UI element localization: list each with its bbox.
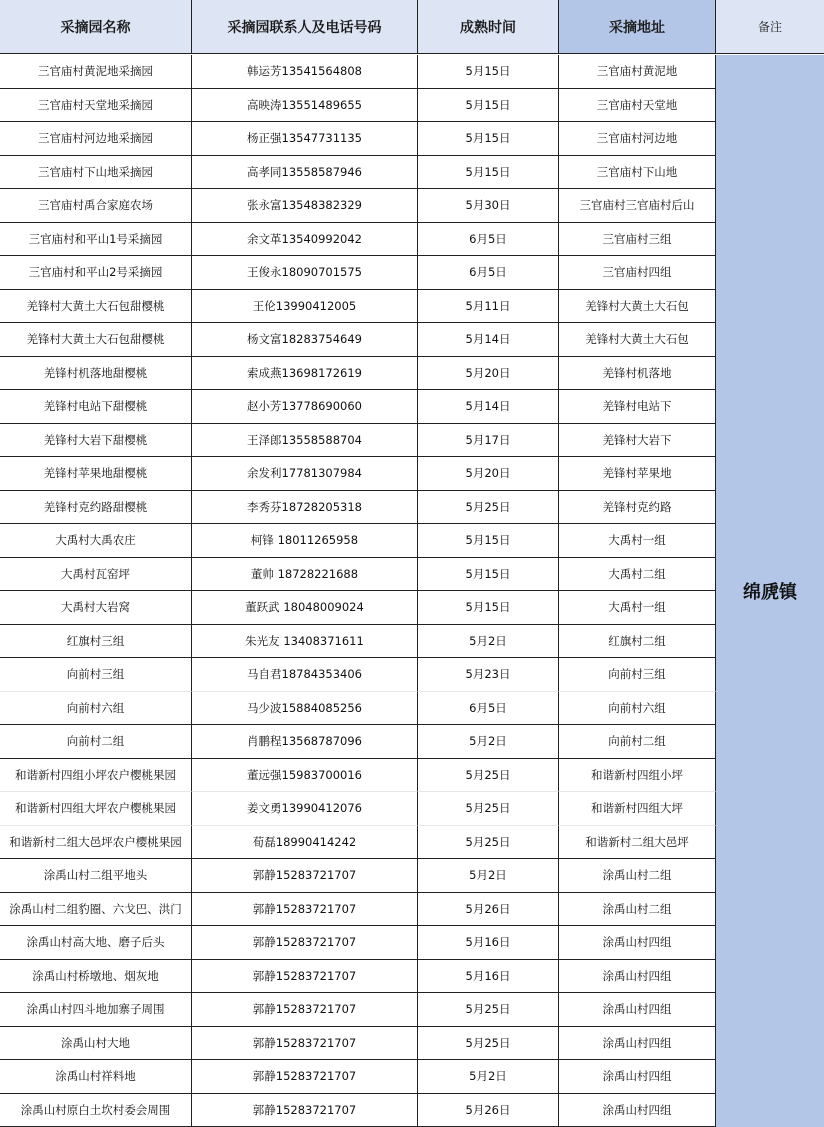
table-row (0, 524, 716, 558)
cell-ripe-time: 5月15日 (418, 55, 559, 89)
cell-contact: 董帅 18728221688 (192, 558, 418, 592)
cell-name: 涂禹山村大地 (0, 1027, 192, 1061)
cell-address: 大禹村一组 (559, 524, 716, 558)
cell-contact: 杨正强13547731135 (192, 122, 418, 156)
cell-contact: 王泽郎13558588704 (192, 424, 418, 458)
cell-contact: 杨文富18283754649 (192, 323, 418, 357)
cell-ripe-time: 5月15日 (418, 591, 559, 625)
cell-address: 涂禹山村二组 (559, 859, 716, 893)
cell-name: 涂禹山村二组豹圈、六戈巴、洪门 (0, 893, 192, 927)
cell-ripe-time: 5月30日 (418, 189, 559, 223)
cell-name: 涂禹山村祥料地 (0, 1060, 192, 1094)
cell-address: 向前村三组 (559, 658, 716, 692)
cell-name: 涂禹山村原白土坎村委会周围 (0, 1094, 192, 1127)
cell-contact: 赵小芳13778690060 (192, 390, 418, 424)
cell-contact: 柯锋 18011265958 (192, 524, 418, 558)
header-address: 采摘地址 (559, 0, 716, 54)
table-row (0, 625, 716, 659)
cell-ripe-time: 6月5日 (418, 223, 559, 257)
cell-address: 涂禹山村四组 (559, 926, 716, 960)
cell-contact: 朱光友 13408371611 (192, 625, 418, 659)
cell-name: 和谐新村四组大坪农户樱桃果园 (0, 792, 192, 826)
cell-name: 涂禹山村四斗地加寨子周围 (0, 993, 192, 1027)
cell-address: 红旗村二组 (559, 625, 716, 659)
table-row (0, 1060, 716, 1094)
cell-contact: 王俊永18090701575 (192, 256, 418, 290)
cell-contact: 马自君18784353406 (192, 658, 418, 692)
cell-ripe-time: 5月25日 (418, 491, 559, 525)
cell-name: 和谐新村四组小坪农户樱桃果园 (0, 759, 192, 793)
table-row (0, 55, 716, 89)
table-row (0, 759, 716, 793)
cell-address: 羌锋村苹果地 (559, 457, 716, 491)
table-row (0, 189, 716, 223)
cell-name: 羌锋村大岩下甜樱桃 (0, 424, 192, 458)
table-row (0, 893, 716, 927)
table-row (0, 792, 716, 826)
cell-ripe-time: 5月25日 (418, 826, 559, 860)
cell-ripe-time: 5月26日 (418, 1094, 559, 1127)
cell-name: 涂禹山村高大地、磨子后头 (0, 926, 192, 960)
header-contact: 采摘园联系人及电话号码 (192, 0, 418, 54)
cell-name: 三官庙村天堂地采摘园 (0, 89, 192, 123)
cell-ripe-time: 5月15日 (418, 558, 559, 592)
cell-ripe-time: 5月15日 (418, 122, 559, 156)
cell-name: 大禹村大岩窝 (0, 591, 192, 625)
header-note: 备注 (716, 0, 824, 54)
cell-contact: 郭静15283721707 (192, 893, 418, 927)
cell-address: 涂禹山村四组 (559, 1027, 716, 1061)
cell-name: 和谐新村二组大邑坪农户樱桃果园 (0, 826, 192, 860)
cell-ripe-time: 5月25日 (418, 792, 559, 826)
header-ripe-time: 成熟时间 (418, 0, 559, 54)
table-row (0, 591, 716, 625)
cell-contact: 董远强15983700016 (192, 759, 418, 793)
cell-ripe-time: 5月16日 (418, 926, 559, 960)
cell-address: 羌锋村机落地 (559, 357, 716, 391)
table-row (0, 558, 716, 592)
table-row (0, 491, 716, 525)
table-row (0, 156, 716, 190)
cell-ripe-time: 5月16日 (418, 960, 559, 994)
cell-ripe-time: 5月15日 (418, 89, 559, 123)
cell-contact: 郭静15283721707 (192, 1027, 418, 1061)
table-row (0, 993, 716, 1027)
remark-cell: 绵虒镇 (716, 55, 824, 1127)
cell-name: 三官庙村黄泥地采摘园 (0, 55, 192, 89)
table-row (0, 256, 716, 290)
cell-address: 涂禹山村四组 (559, 1060, 716, 1094)
cell-name: 三官庙村下山地采摘园 (0, 156, 192, 190)
header-name: 采摘园名称 (0, 0, 192, 54)
cell-address: 三官庙村三组 (559, 223, 716, 257)
cell-contact: 荀磊18990414242 (192, 826, 418, 860)
cell-contact: 郭静15283721707 (192, 1060, 418, 1094)
table-row (0, 122, 716, 156)
cell-ripe-time: 5月15日 (418, 156, 559, 190)
cell-address: 羌锋村电站下 (559, 390, 716, 424)
cell-address: 三官庙村三官庙村后山 (559, 189, 716, 223)
cell-name: 三官庙村禹合家庭农场 (0, 189, 192, 223)
cell-name: 红旗村三组 (0, 625, 192, 659)
cell-name: 羌锋村克约路甜樱桃 (0, 491, 192, 525)
cell-ripe-time: 5月2日 (418, 725, 559, 759)
cell-contact: 郭静15283721707 (192, 859, 418, 893)
cell-contact: 王伦13990412005 (192, 290, 418, 324)
cell-ripe-time: 5月14日 (418, 323, 559, 357)
cell-name: 大禹村瓦窑坪 (0, 558, 192, 592)
cell-address: 羌锋村大黄土大石包 (559, 323, 716, 357)
table-row (0, 457, 716, 491)
cell-ripe-time: 6月5日 (418, 692, 559, 726)
cell-ripe-time: 5月20日 (418, 357, 559, 391)
table-row (0, 89, 716, 123)
cell-name: 三官庙村和平山2号采摘园 (0, 256, 192, 290)
table-row (0, 960, 716, 994)
cell-address: 向前村六组 (559, 692, 716, 726)
cell-address: 三官庙村下山地 (559, 156, 716, 190)
cell-contact: 索成燕13698172619 (192, 357, 418, 391)
cell-ripe-time: 5月25日 (418, 993, 559, 1027)
table-row (0, 323, 716, 357)
cell-address: 涂禹山村四组 (559, 1094, 716, 1127)
cell-name: 三官庙村和平山1号采摘园 (0, 223, 192, 257)
cell-address: 羌锋村大黄土大石包 (559, 290, 716, 324)
cell-ripe-time: 5月23日 (418, 658, 559, 692)
table-row (0, 390, 716, 424)
cell-ripe-time: 5月15日 (418, 524, 559, 558)
cell-contact: 郭静15283721707 (192, 960, 418, 994)
table-row (0, 926, 716, 960)
cell-address: 羌锋村克约路 (559, 491, 716, 525)
table-row (0, 826, 716, 860)
cell-contact: 余文革13540992042 (192, 223, 418, 257)
cell-address: 大禹村二组 (559, 558, 716, 592)
cell-address: 三官庙村四组 (559, 256, 716, 290)
table-row (0, 223, 716, 257)
cell-ripe-time: 5月2日 (418, 625, 559, 659)
cell-name: 涂禹山村桥墩地、烟灰地 (0, 960, 192, 994)
table-row (0, 1027, 716, 1061)
cell-ripe-time: 5月25日 (418, 1027, 559, 1061)
cell-ripe-time: 5月14日 (418, 390, 559, 424)
cell-name: 向前村三组 (0, 658, 192, 692)
cell-contact: 郭静15283721707 (192, 926, 418, 960)
cell-contact: 韩运芳13541564808 (192, 55, 418, 89)
cell-address: 羌锋村大岩下 (559, 424, 716, 458)
cell-contact: 郭静15283721707 (192, 1094, 418, 1127)
table-row (0, 1094, 716, 1127)
table-row (0, 692, 716, 726)
cell-name: 羌锋村大黄土大石包甜樱桃 (0, 290, 192, 324)
cell-address: 三官庙村河边地 (559, 122, 716, 156)
cell-contact: 郭静15283721707 (192, 993, 418, 1027)
cell-contact: 李秀芬18728205318 (192, 491, 418, 525)
cell-name: 羌锋村电站下甜樱桃 (0, 390, 192, 424)
cell-contact: 姜文勇13990412076 (192, 792, 418, 826)
cell-address: 和谐新村二组大邑坪 (559, 826, 716, 860)
cell-address: 向前村二组 (559, 725, 716, 759)
cell-address: 和谐新村四组小坪 (559, 759, 716, 793)
cell-address: 三官庙村黄泥地 (559, 55, 716, 89)
cell-contact: 高映涛13551489655 (192, 89, 418, 123)
table-row (0, 424, 716, 458)
cell-name: 羌锋村苹果地甜樱桃 (0, 457, 192, 491)
cell-contact: 董跃武 18048009024 (192, 591, 418, 625)
table-row (0, 658, 716, 692)
table-header (0, 0, 824, 55)
table-row (0, 357, 716, 391)
cell-contact: 肖鹏程13568787096 (192, 725, 418, 759)
cell-ripe-time: 5月2日 (418, 859, 559, 893)
cell-contact: 张永富13548382329 (192, 189, 418, 223)
cell-name: 向前村六组 (0, 692, 192, 726)
cell-ripe-time: 5月11日 (418, 290, 559, 324)
cell-address: 涂禹山村二组 (559, 893, 716, 927)
cell-name: 向前村二组 (0, 725, 192, 759)
cell-ripe-time: 5月25日 (418, 759, 559, 793)
cell-name: 羌锋村大黄土大石包甜樱桃 (0, 323, 192, 357)
cell-ripe-time: 5月26日 (418, 893, 559, 927)
cell-address: 涂禹山村四组 (559, 993, 716, 1027)
cell-name: 三官庙村河边地采摘园 (0, 122, 192, 156)
cell-contact: 余发利17781307984 (192, 457, 418, 491)
cell-name: 羌锋村机落地甜樱桃 (0, 357, 192, 391)
cell-address: 三官庙村天堂地 (559, 89, 716, 123)
cell-ripe-time: 6月5日 (418, 256, 559, 290)
table-row (0, 859, 716, 893)
cell-address: 大禹村一组 (559, 591, 716, 625)
cell-name: 大禹村大禹农庄 (0, 524, 192, 558)
cell-name: 涂禹山村二组平地头 (0, 859, 192, 893)
cell-ripe-time: 5月20日 (418, 457, 559, 491)
table-row (0, 290, 716, 324)
cell-address: 涂禹山村四组 (559, 960, 716, 994)
table-row (0, 725, 716, 759)
cell-contact: 马少波15884085256 (192, 692, 418, 726)
cell-contact: 高孝同13558587946 (192, 156, 418, 190)
cell-ripe-time: 5月2日 (418, 1060, 559, 1094)
cell-ripe-time: 5月17日 (418, 424, 559, 458)
cell-address: 和谐新村四组大坪 (559, 792, 716, 826)
